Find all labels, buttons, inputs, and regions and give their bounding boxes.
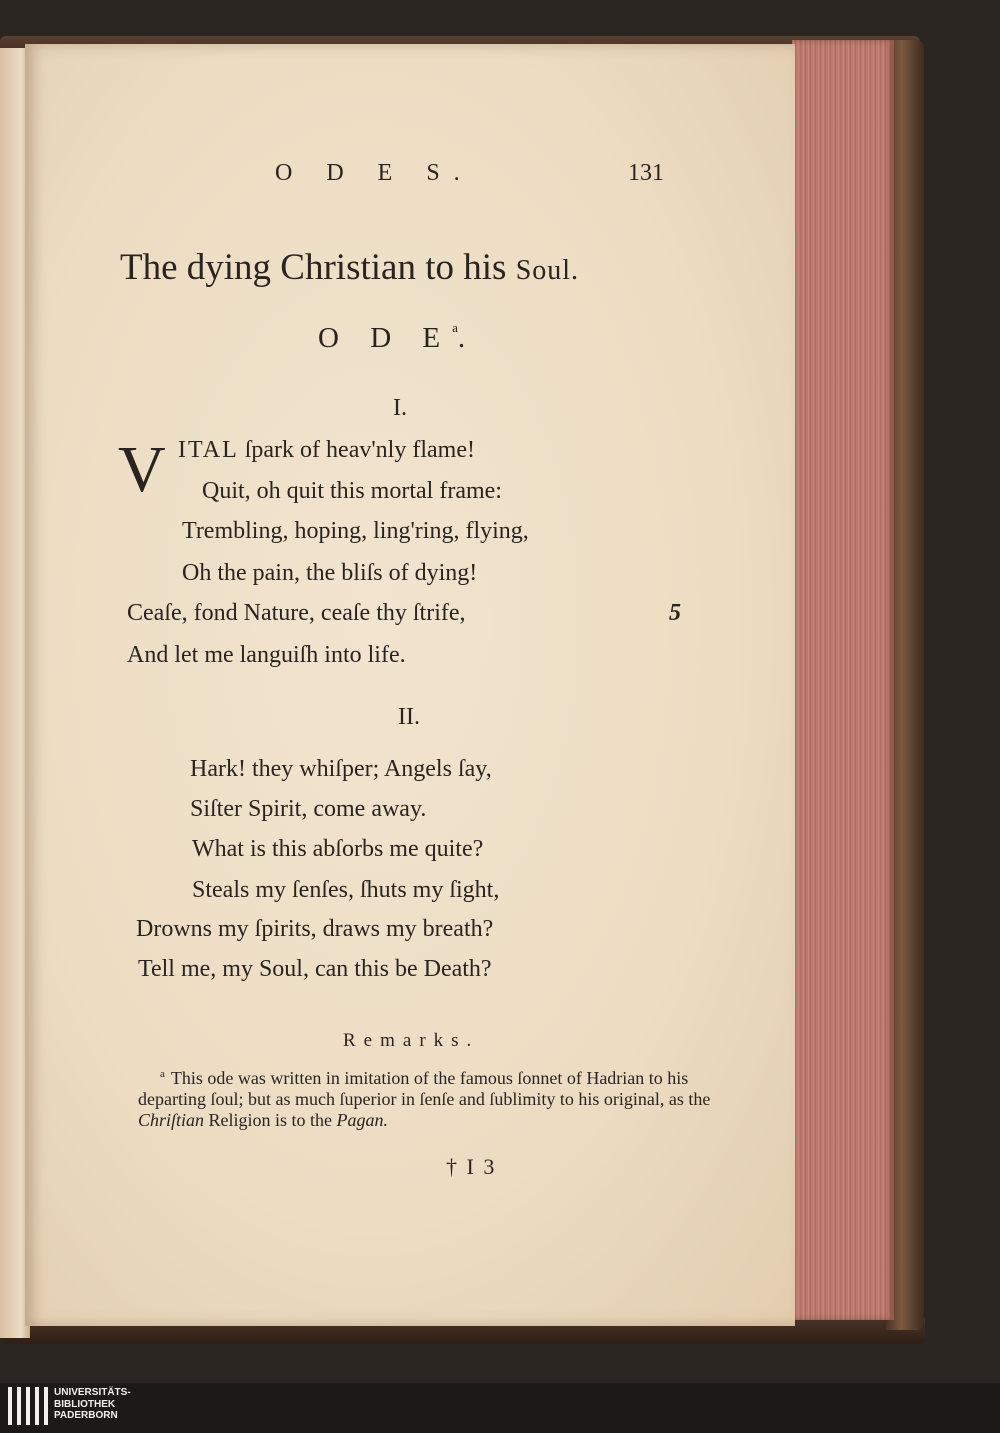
footnote-italic-1: Chriſtian (138, 1110, 205, 1130)
footnote (138, 1064, 713, 1131)
library-footer (0, 1383, 1000, 1433)
library-name-line-1: UNIVERSITÄTS- (54, 1387, 131, 1398)
footnote-text-2: Religion is to the (204, 1110, 337, 1130)
page-fore-edge (792, 40, 894, 1320)
signature-mark: † I 3 (446, 1154, 497, 1179)
page-number: 131 (628, 160, 664, 186)
library-logo-icon (8, 1387, 48, 1425)
poem-line-3: Trembling, hoping, ling'ring, flying, (182, 518, 529, 544)
poem-line-5: Ceaſe, fond Nature, ceaſe thy ſtrife, (127, 600, 466, 626)
footnote-marker: a (160, 1068, 165, 1080)
poem-title (120, 246, 579, 289)
poem-line-8: Siſter Spirit, come away. (190, 796, 427, 822)
remarks-heading: Remarks. (343, 1030, 480, 1051)
poem-line-10: Steals my ſenſes, ſhuts my ſight, (192, 877, 500, 903)
stanza-numeral-1: I. (393, 395, 407, 421)
poem-line-7: Hark! they whiſper; Angels ſay, (190, 756, 492, 782)
ode-note-marker: a (452, 320, 458, 336)
title-main: The dying Christian to his (120, 247, 516, 288)
poem-line-6: And let me languiſh into life. (127, 642, 406, 668)
library-name-line-3: PADERBORN (54, 1410, 118, 1421)
running-head: O D E S. (275, 160, 474, 186)
poem-line-1 (178, 437, 475, 464)
library-name (54, 1387, 131, 1422)
poem-line-12: Tell me, my Soul, can this be Death? (138, 956, 492, 982)
book-page (25, 44, 795, 1326)
ode-heading-text: O D E (318, 322, 453, 354)
library-name-line-2: BIBLIOTHEK (54, 1398, 116, 1410)
footnote-italic-2: Pagan. (336, 1110, 389, 1130)
poem-line-2: Quit, oh quit this mortal frame: (202, 478, 502, 504)
poem-line-4: Oh the pain, the bliſs of dying! (182, 560, 478, 586)
poem-line-11: Drowns my ſpirits, draws my breath? (136, 916, 494, 942)
title-smallcaps: Soul. (515, 255, 580, 286)
footnote-text-1: This ode was written in imitation of the famous ſonnet of Hadrian to his departing ſoul; but as much ſuperior in ſenſe and ſublimity to his original, as the (138, 1068, 711, 1109)
stanza-numeral-2: II. (398, 704, 420, 730)
poem-line-9: What is this abſorbs me quite? (192, 836, 484, 862)
line-number-5: 5 (669, 600, 681, 626)
ode-heading (318, 322, 477, 355)
drop-cap: V (118, 433, 166, 506)
line-1-rest: ſpark of heav'nly flame! (238, 437, 475, 463)
ode-heading-end: . (457, 322, 478, 354)
line-1-caps: ITAL (178, 437, 239, 463)
